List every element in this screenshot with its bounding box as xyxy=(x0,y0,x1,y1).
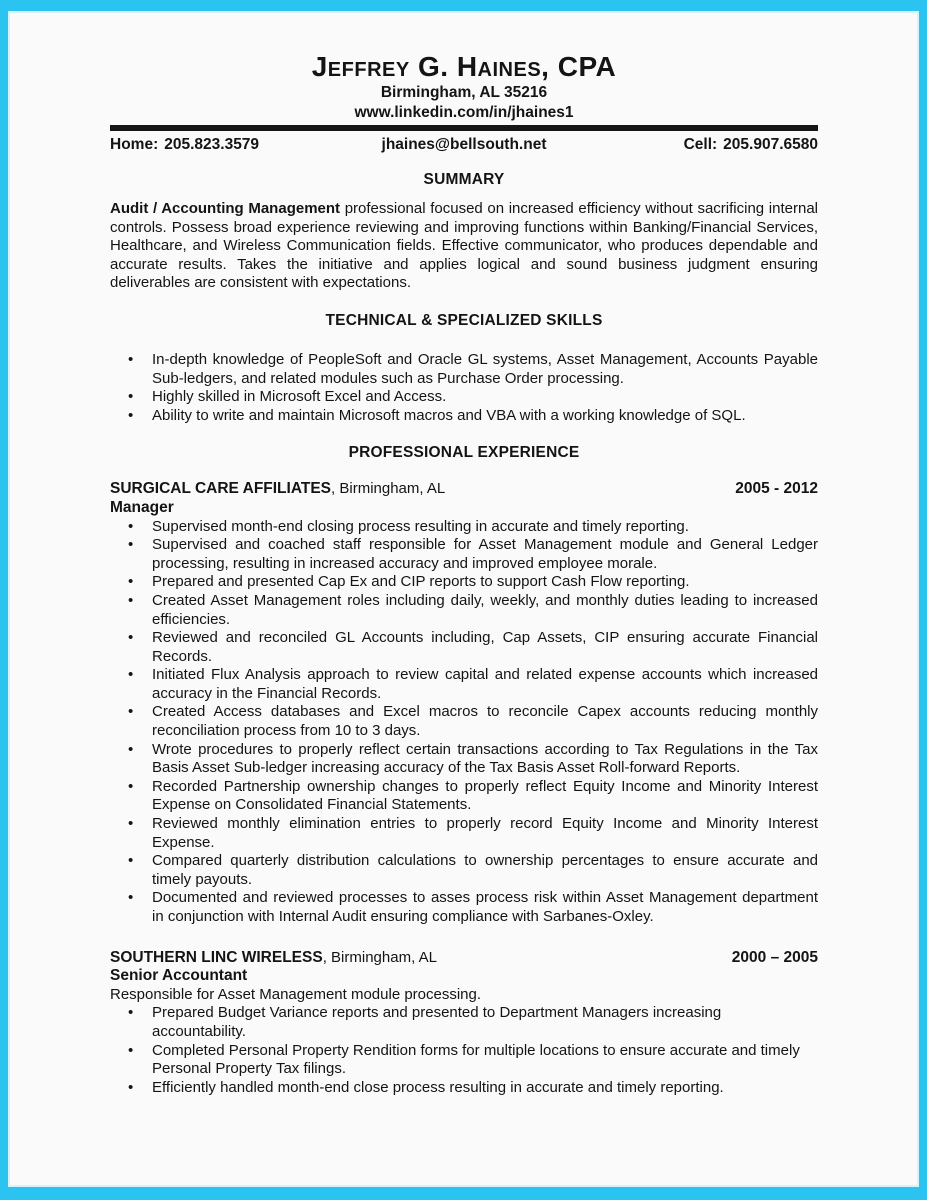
job-bullet-text: Supervised and coached staff responsible for Asset Management module and General Ledger processing, resulting in increased accuracy and improved employee morale. xyxy=(152,536,818,572)
job-header xyxy=(110,949,818,968)
job-bullet xyxy=(110,1079,818,1098)
bullet-icon: • xyxy=(128,703,134,721)
job-bullet-text: Recorded Partnership ownership changes to properly reflect Equity Income and Minority Interest Expense on Consolidated Financial Statements. xyxy=(152,777,818,814)
person-location: Birmingham, AL 35216 xyxy=(380,84,548,101)
section-heading-skills: TECHNICAL & SPECIALIZED SKILLS xyxy=(325,311,603,329)
bullet-icon: • xyxy=(128,350,134,368)
job-title: Senior Accountant xyxy=(110,967,248,985)
cell-phone-value: 205.907.6580 xyxy=(723,136,818,153)
bullet-icon: • xyxy=(128,1041,134,1059)
job-bullet xyxy=(110,592,818,629)
cell-phone-label: Cell: xyxy=(683,136,718,153)
skill-text: In-depth knowledge of PeopleSoft and Oracle GL systems, Asset Management, Accounts Payable Sub-ledgers, and related modules such as Purchase Order processing. xyxy=(152,350,818,387)
job-bullet-list xyxy=(110,518,818,927)
home-phone-label: Home: xyxy=(110,136,159,153)
job-bullet xyxy=(110,889,818,926)
job-bullet xyxy=(110,852,818,889)
skill-item xyxy=(110,407,818,426)
bullet-icon: • xyxy=(128,388,134,406)
company-location: , Birmingham, AL xyxy=(322,948,437,966)
job-bullet xyxy=(110,666,818,703)
home-phone xyxy=(110,136,382,154)
job-bullet-text: Completed Personal Property Rendition forms for multiple locations to ensure accurate and timely Personal Property Tax filings. xyxy=(152,1041,800,1078)
bullet-icon: • xyxy=(128,889,134,907)
job-bullet xyxy=(110,573,818,592)
job-bullet-text: Efficiently handled month-end close process resulting in accurate and timely reporting. xyxy=(152,1078,724,1096)
job-surgical-care-affiliates xyxy=(110,480,818,926)
bullet-icon: • xyxy=(128,517,134,535)
bullet-icon: • xyxy=(128,815,134,833)
job-bullet xyxy=(110,536,818,573)
job-dates: 2005 - 2012 xyxy=(735,480,818,498)
bullet-icon: • xyxy=(128,1078,134,1096)
job-bullet-text: Prepared Budget Variance reports and presented to Department Managers increasing accountability. xyxy=(152,1004,722,1040)
linkedin-url: www.linkedin.com/in/jhaines1 xyxy=(354,104,574,121)
bullet-icon: • xyxy=(128,740,134,758)
job-bullet-text: Reviewed monthly elimination entries to properly record Equity Income and Minority Interest Expense. xyxy=(152,815,818,851)
job-bullet-text: Documented and reviewed processes to asses process risk within Asset Management department in conjunction with Internal Audit ensuring compliance with Sarbanes-Oxley. xyxy=(152,889,818,925)
job-bullet xyxy=(110,629,818,666)
company-name: SOUTHERN LINC WIRELESS xyxy=(110,948,323,966)
job-bullet-text: Supervised month-end closing process resulting in accurate and timely reporting. xyxy=(152,517,689,535)
job-bullet-text: Compared quarterly distribution calculations to ownership percentages to ensure accurate and timely payouts. xyxy=(152,852,818,888)
bullet-icon: • xyxy=(128,852,134,870)
company-name: SURGICAL CARE AFFILIATES xyxy=(110,480,332,498)
skill-text: Highly skilled in Microsoft Excel and Access. xyxy=(152,388,447,406)
skill-item xyxy=(110,388,818,407)
job-bullet xyxy=(110,1004,818,1041)
job-dates: 2000 – 2005 xyxy=(731,948,818,966)
job-bullet-text: Prepared and presented Cap Ex and CIP reports to support Cash Flow reporting. xyxy=(152,573,690,591)
job-bullet-text: Initiated Flux Analysis approach to review capital and related expense accounts which increased accuracy in the Financial Records. xyxy=(152,666,818,702)
contact-row xyxy=(110,136,818,154)
company-location: , Birmingham, AL xyxy=(331,480,446,498)
home-phone-value: 205.823.3579 xyxy=(164,136,260,153)
job-bullet xyxy=(110,518,818,537)
job-intro: Responsible for Asset Management module processing. xyxy=(110,985,482,1003)
job-bullet xyxy=(110,741,818,778)
job-bullet xyxy=(110,778,818,815)
bullet-icon: • xyxy=(128,591,134,609)
skills-list xyxy=(110,351,818,425)
resume-content xyxy=(110,11,818,1097)
job-bullet-list xyxy=(110,1004,818,1097)
summary-lead: Audit / Accounting Management xyxy=(110,200,341,217)
skill-item xyxy=(110,351,818,388)
header-rule xyxy=(110,125,818,131)
job-title: Manager xyxy=(110,498,174,516)
job-company-line xyxy=(110,480,445,499)
job-company-line xyxy=(110,949,437,968)
person-name: Jeffrey G. Haines, CPA xyxy=(311,51,617,82)
summary-paragraph xyxy=(110,200,818,293)
job-bullet-text: Wrote procedures to properly reflect certain transactions according to Tax Regulations in the Tax Basis Asset Sub-ledger increasing accuracy of the Tax Basis Asset Roll-forward Reports. xyxy=(152,740,818,777)
bullet-icon: • xyxy=(128,629,134,647)
bullet-icon: • xyxy=(128,666,134,684)
bullet-icon: • xyxy=(128,777,134,795)
job-bullet-text: Created Asset Management roles including daily, weekly, and monthly duties leading to increased efficiencies. xyxy=(152,591,818,628)
skill-text: Ability to write and maintain Microsoft macros and VBA with a working knowledge of SQL. xyxy=(152,406,746,424)
bullet-icon: • xyxy=(128,406,134,424)
section-heading-experience: PROFESSIONAL EXPERIENCE xyxy=(348,444,580,462)
job-bullet xyxy=(110,1042,818,1079)
job-southern-linc-wireless xyxy=(110,949,818,1098)
job-bullet xyxy=(110,815,818,852)
cell-phone xyxy=(546,136,818,154)
job-bullet-text: Created Access databases and Excel macros to reconcile Capex accounts reducing monthly reconciliation process from 10 to 3 days. xyxy=(152,703,818,740)
bullet-icon: • xyxy=(128,536,134,554)
bullet-icon: • xyxy=(128,573,134,591)
summary-body: professional focused on increased efficiency without sacrificing internal controls. Possess broad experience reviewing and improving functions within Banking/Financial Services, Healthcare, and Wireless Communication fields. Effective communicator, who produces dependable and accurate results. Takes the initiative and applies logical and sound business judgment ensuring deliverables are consistent with expectations. xyxy=(110,200,818,292)
job-header xyxy=(110,480,818,499)
section-heading-summary: SUMMARY xyxy=(423,171,505,188)
bullet-icon: • xyxy=(128,1004,134,1022)
job-bullet-text: Reviewed and reconciled GL Accounts including, Cap Assets, CIP ensuring accurate Financial Records. xyxy=(152,629,818,665)
job-bullet xyxy=(110,703,818,740)
email-address: jhaines@bellsouth.net xyxy=(381,136,547,153)
